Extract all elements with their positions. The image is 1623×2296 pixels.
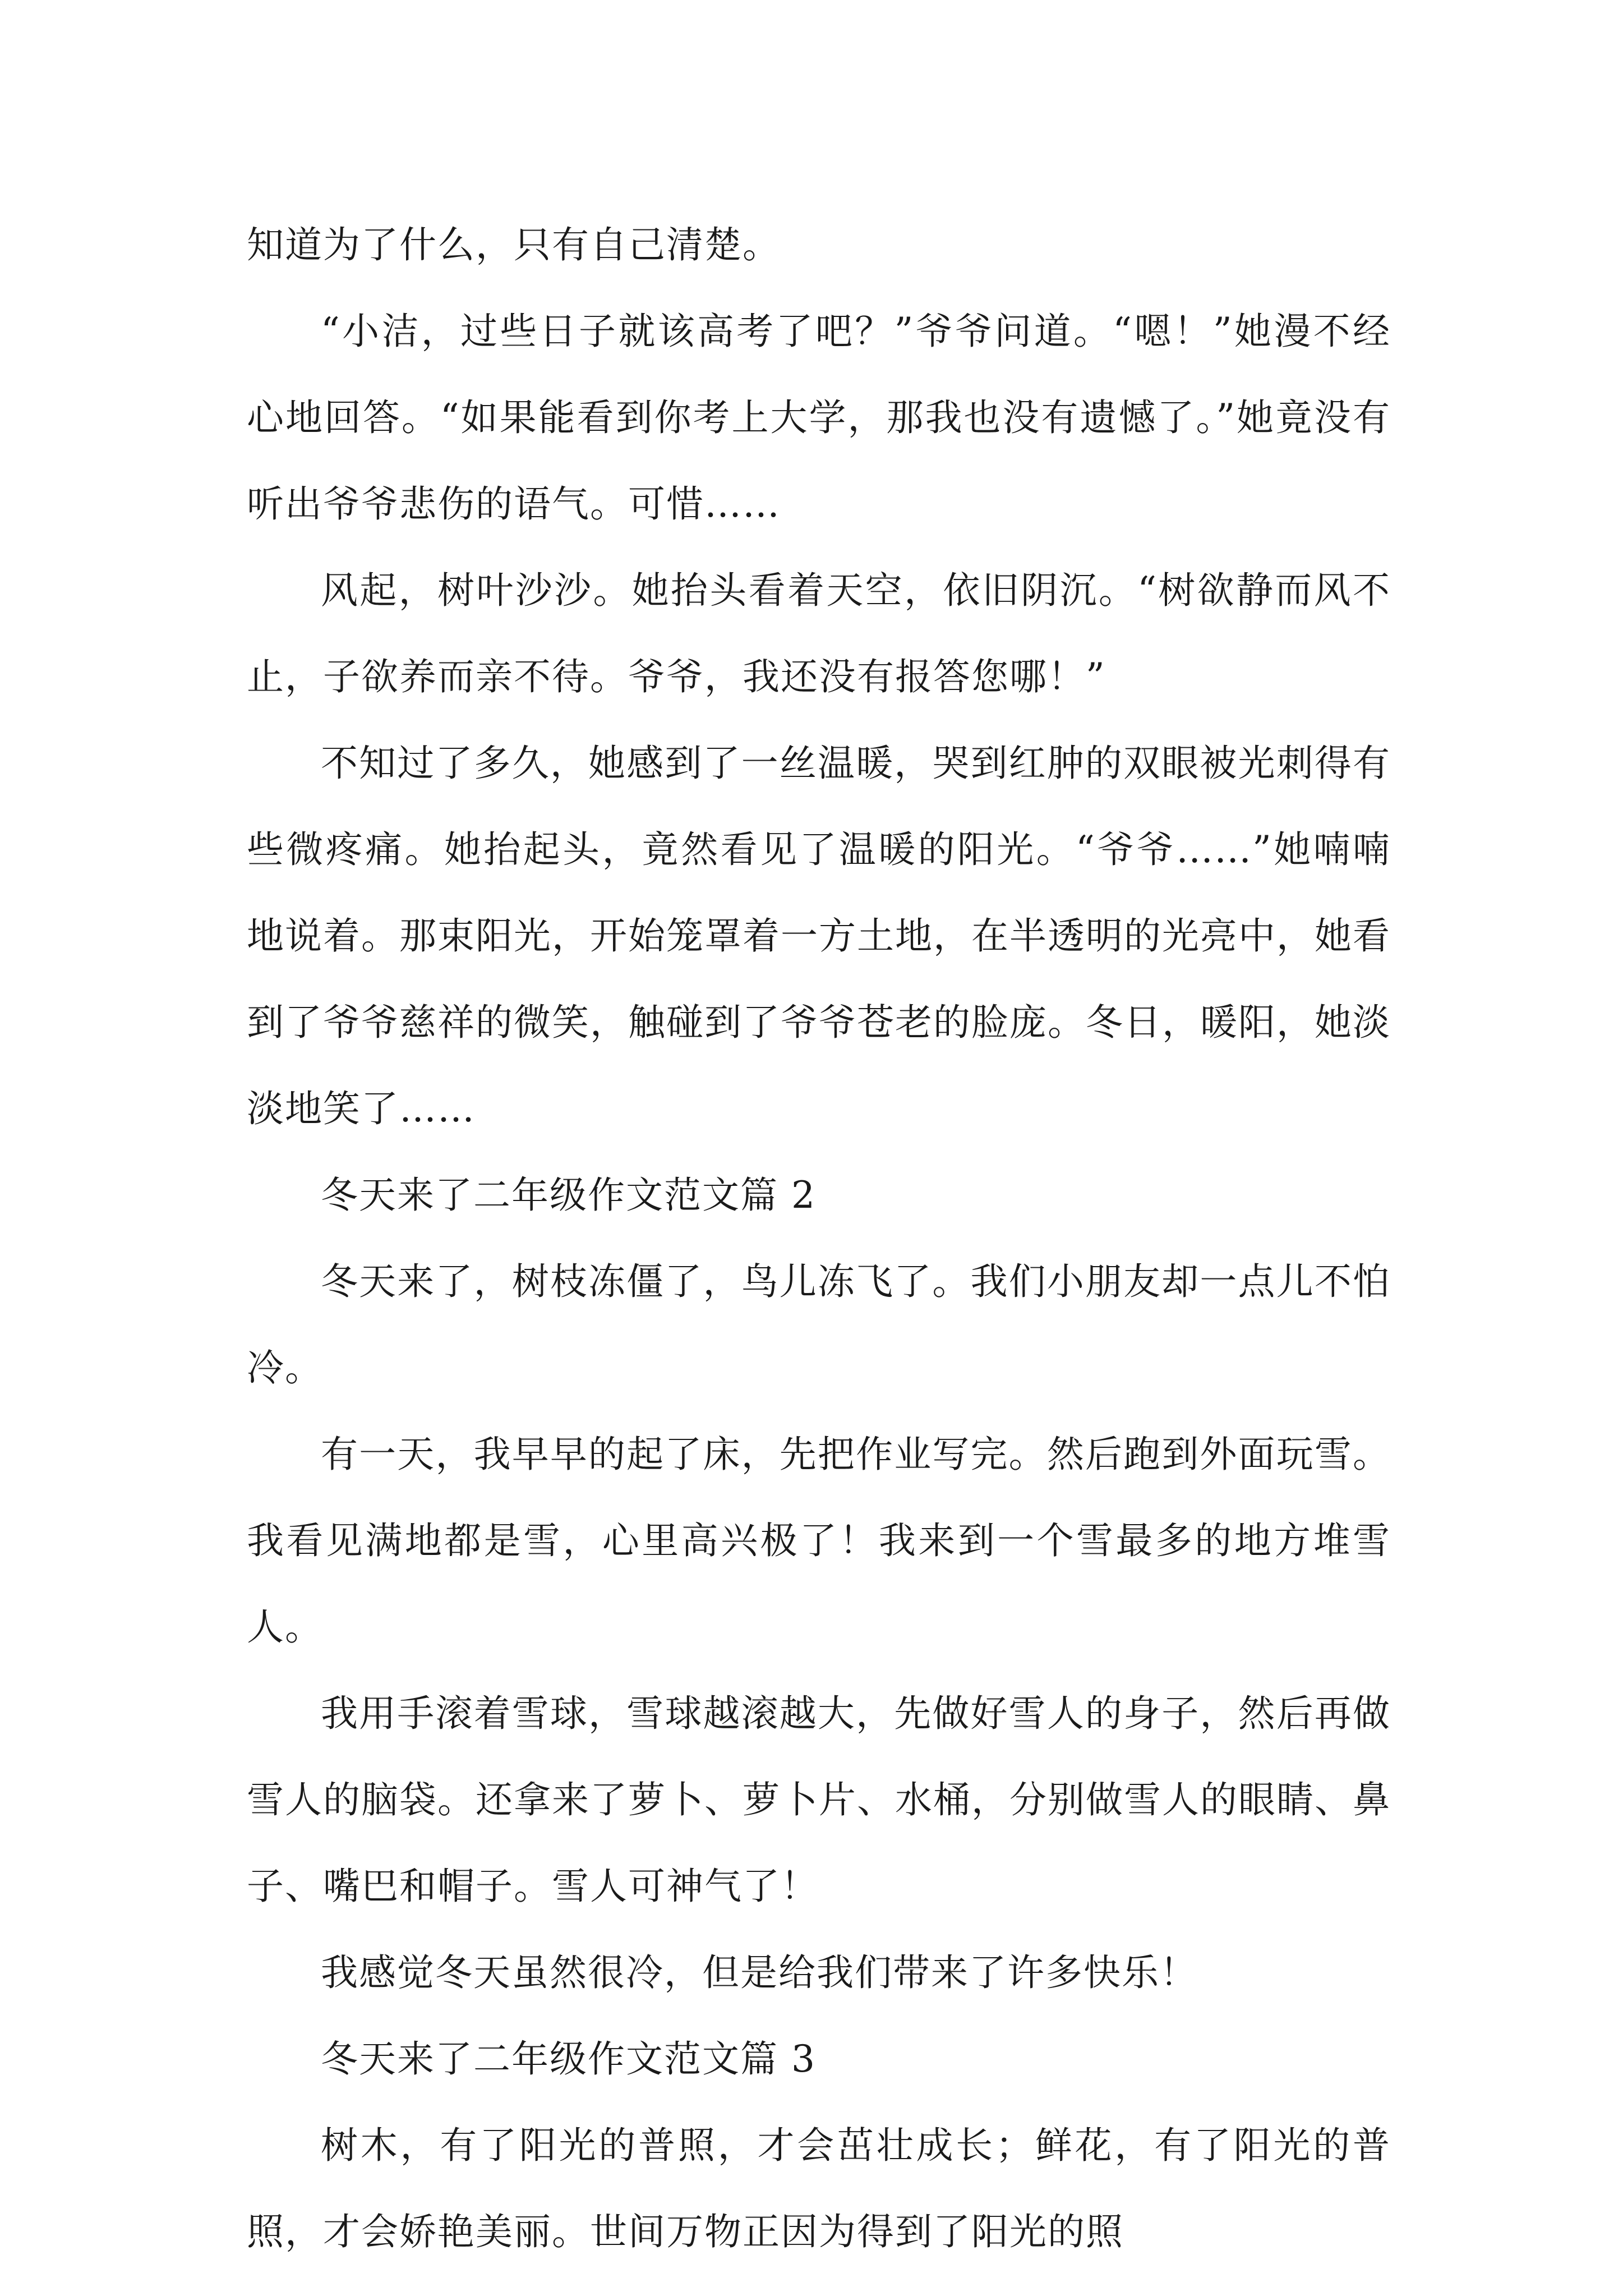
- paragraph-wind: 风起，树叶沙沙。她抬头看着天空，依旧阴沉。“树欲静而风不止，子欲养而亲不待。爷爷，我还没有报答您哪！”: [247, 569, 1391, 698]
- paragraph-sunshine: 树木，有了阳光的普照，才会茁壮成长；鲜花，有了阳光的普照，才会娇艳美丽。世间万物正因为得到了阳光的照: [247, 2124, 1391, 2253]
- paragraph-winter-came: 冬天来了，树枝冻僵了，鸟儿冻飞了。我们小朋友却一点儿不怕冷。: [247, 1260, 1391, 1389]
- paragraph-warm-sunlight: 不知过了多久，她感到了一丝温暖，哭到红肿的双眼被光刺得有些微疼痛。她抬起头，竟然看见了温暖的阳光。“爷爷……”她喃喃地说着。那束阳光，开始笼罩着一方土地，在半透明的光亮中，她看到了爷爷慈祥的微笑，触碰到了爷爷苍老的脸庞。冬日，暖阳，她淡淡地笑了……: [247, 742, 1391, 1130]
- paragraph-dialogue: “小洁，过些日子就该高考了吧？”爷爷问道。“嗯！”她漫不经心地回答。“如果能看到你考上大学，那我也没有遗憾了。”她竟没有听出爷爷悲伤的语气。可惜……: [247, 310, 1391, 526]
- section-heading-2: 冬天来了二年级作文范文篇 2: [321, 1174, 816, 1217]
- paragraph-continuation: 知道为了什么，只有自己清楚。: [247, 223, 781, 266]
- paragraph-play-snow: 有一天，我早早的起了床，先把作业写完。然后跑到外面玩雪。我看见满地都是雪，心里高兴极了！我来到一个雪最多的地方堆雪人。: [247, 1433, 1391, 1649]
- paragraph-snowman: 我用手滚着雪球，雪球越滚越大，先做好雪人的身子，然后再做雪人的脑袋。还拿来了萝卜、萝卜片、水桶，分别做雪人的眼睛、鼻子、嘴巴和帽子。雪人可神气了！: [247, 1692, 1391, 1908]
- section-heading-3: 冬天来了二年级作文范文篇 3: [321, 2037, 816, 2081]
- paragraph-winter-joy: 我感觉冬天虽然很冷，但是给我们带来了许多快乐！: [321, 1951, 1198, 1994]
- document-page: [247, 202, 1391, 2275]
